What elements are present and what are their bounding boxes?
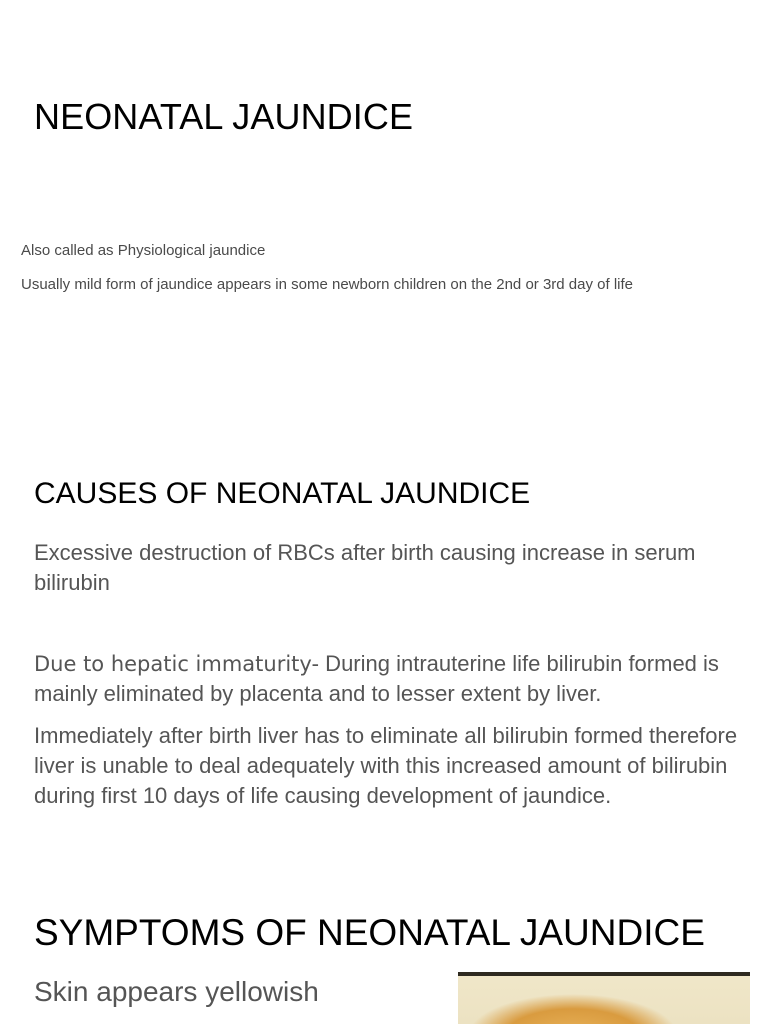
- cause-item-2-lead: Due to hepatic immaturity-: [34, 652, 320, 676]
- symptoms-heading: SYMPTOMS OF NEONATAL JAUNDICE: [34, 912, 705, 953]
- symptom-item-1: Skin appears yellowish: [34, 976, 319, 1007]
- cause-item-2-rest: During intrauterine life bilirubin formed is mainly eliminated by placenta and to lesser extent by liver.: [34, 651, 719, 706]
- intro-line-1: Also called as Physiological jaundice: [21, 242, 266, 259]
- cause-item-2: [34, 649, 739, 709]
- cause-item-3: Immediately after birth liver has to eliminate all bilirubin formed therefore liver is unable to deal adequately with this increased amount of bilirubin during first 10 days of life causing development of jaundice.: [34, 723, 738, 808]
- cause-item-1: Excessive destruction of RBCs after birth causing increase in serum bilirubin: [34, 540, 696, 595]
- newborn-photo: [458, 972, 750, 1024]
- page-title: NEONATAL JAUNDICE: [34, 96, 414, 137]
- photo-top-edge: [458, 972, 750, 976]
- intro-line-2: Usually mild form of jaundice appears in some newborn children on the 2nd or 3rd day of life: [21, 276, 633, 293]
- causes-heading: CAUSES OF NEONATAL JAUNDICE: [34, 477, 531, 510]
